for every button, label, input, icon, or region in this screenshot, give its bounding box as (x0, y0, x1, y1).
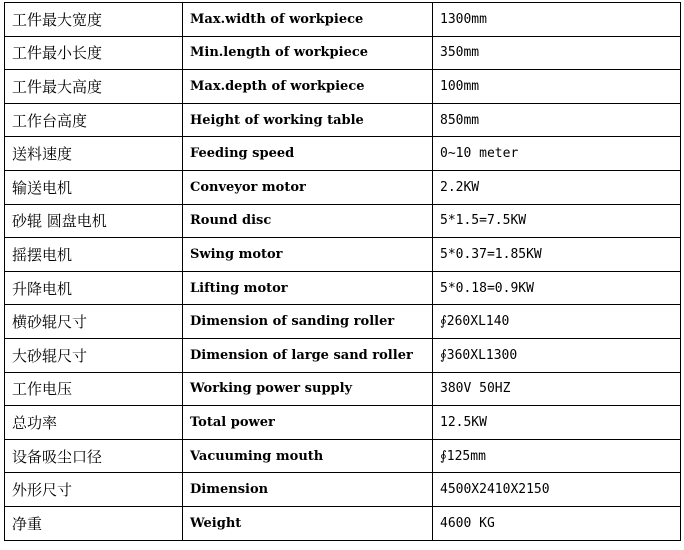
table-row (5, 305, 681, 339)
spec-label-cn: 工作电压 (5, 372, 183, 406)
table-row (5, 103, 681, 137)
spec-label-cn: 工作台高度 (5, 103, 183, 137)
spec-label-cn: 外形尺寸 (5, 473, 183, 507)
spec-label-cn: 大砂辊尺寸 (5, 338, 183, 372)
spec-label-en: Dimension of large sand roller (183, 338, 433, 372)
table-row (5, 204, 681, 238)
spec-value: ∮125mm (433, 439, 681, 473)
spec-label-cn: 摇摆电机 (5, 238, 183, 272)
spec-value: 850mm (433, 103, 681, 137)
spec-label-en: Feeding speed (183, 137, 433, 171)
spec-value: ∮260XL140 (433, 305, 681, 339)
spec-label-cn: 送料速度 (5, 137, 183, 171)
spec-label-en: Dimension of sanding roller (183, 305, 433, 339)
spec-label-cn: 砂辊 圆盘电机 (5, 204, 183, 238)
table-row (5, 506, 681, 540)
table-row (5, 473, 681, 507)
spec-label-cn: 总功率 (5, 406, 183, 440)
table-row (5, 439, 681, 473)
spec-value: 4600 KG (433, 506, 681, 540)
table-row (5, 137, 681, 171)
table-row (5, 3, 681, 37)
table-row (5, 70, 681, 104)
spec-label-en: Total power (183, 406, 433, 440)
spec-label-cn: 净重 (5, 506, 183, 540)
spec-label-cn: 横砂辊尺寸 (5, 305, 183, 339)
spec-label-cn: 升降电机 (5, 271, 183, 305)
spec-value: 380V 50HZ (433, 372, 681, 406)
spec-value: 2.2KW (433, 170, 681, 204)
spec-value: 350mm (433, 36, 681, 70)
spec-value: 4500X2410X2150 (433, 473, 681, 507)
table-row (5, 170, 681, 204)
spec-value: 12.5KW (433, 406, 681, 440)
spec-label-en: Max.width of workpiece (183, 3, 433, 37)
spec-table-body (5, 3, 681, 541)
spec-label-en: Working power supply (183, 372, 433, 406)
spec-table (4, 2, 681, 541)
spec-value: 5*1.5=7.5KW (433, 204, 681, 238)
spec-value: ∮360XL1300 (433, 338, 681, 372)
spec-value: 1300mm (433, 3, 681, 37)
table-row (5, 338, 681, 372)
spec-label-en: Lifting motor (183, 271, 433, 305)
spec-label-cn: 工件最大高度 (5, 70, 183, 104)
spec-label-en: Conveyor motor (183, 170, 433, 204)
spec-value: 0~10 meter (433, 137, 681, 171)
table-row (5, 36, 681, 70)
spec-value: 5*0.18=0.9KW (433, 271, 681, 305)
spec-label-en: Min.length of workpiece (183, 36, 433, 70)
spec-label-en: Round disc (183, 204, 433, 238)
table-row (5, 271, 681, 305)
table-row (5, 238, 681, 272)
spec-label-en: Dimension (183, 473, 433, 507)
table-row (5, 372, 681, 406)
table-row (5, 406, 681, 440)
spec-label-cn: 输送电机 (5, 170, 183, 204)
spec-label-cn: 工件最大宽度 (5, 3, 183, 37)
spec-value: 5*0.37=1.85KW (433, 238, 681, 272)
spec-label-en: Swing motor (183, 238, 433, 272)
spec-label-en: Vacuuming mouth (183, 439, 433, 473)
spec-label-en: Height of working table (183, 103, 433, 137)
spec-label-en: Max.depth of workpiece (183, 70, 433, 104)
spec-label-en: Weight (183, 506, 433, 540)
spec-label-cn: 工件最小长度 (5, 36, 183, 70)
spec-label-cn: 设备吸尘口径 (5, 439, 183, 473)
spec-value: 100mm (433, 70, 681, 104)
